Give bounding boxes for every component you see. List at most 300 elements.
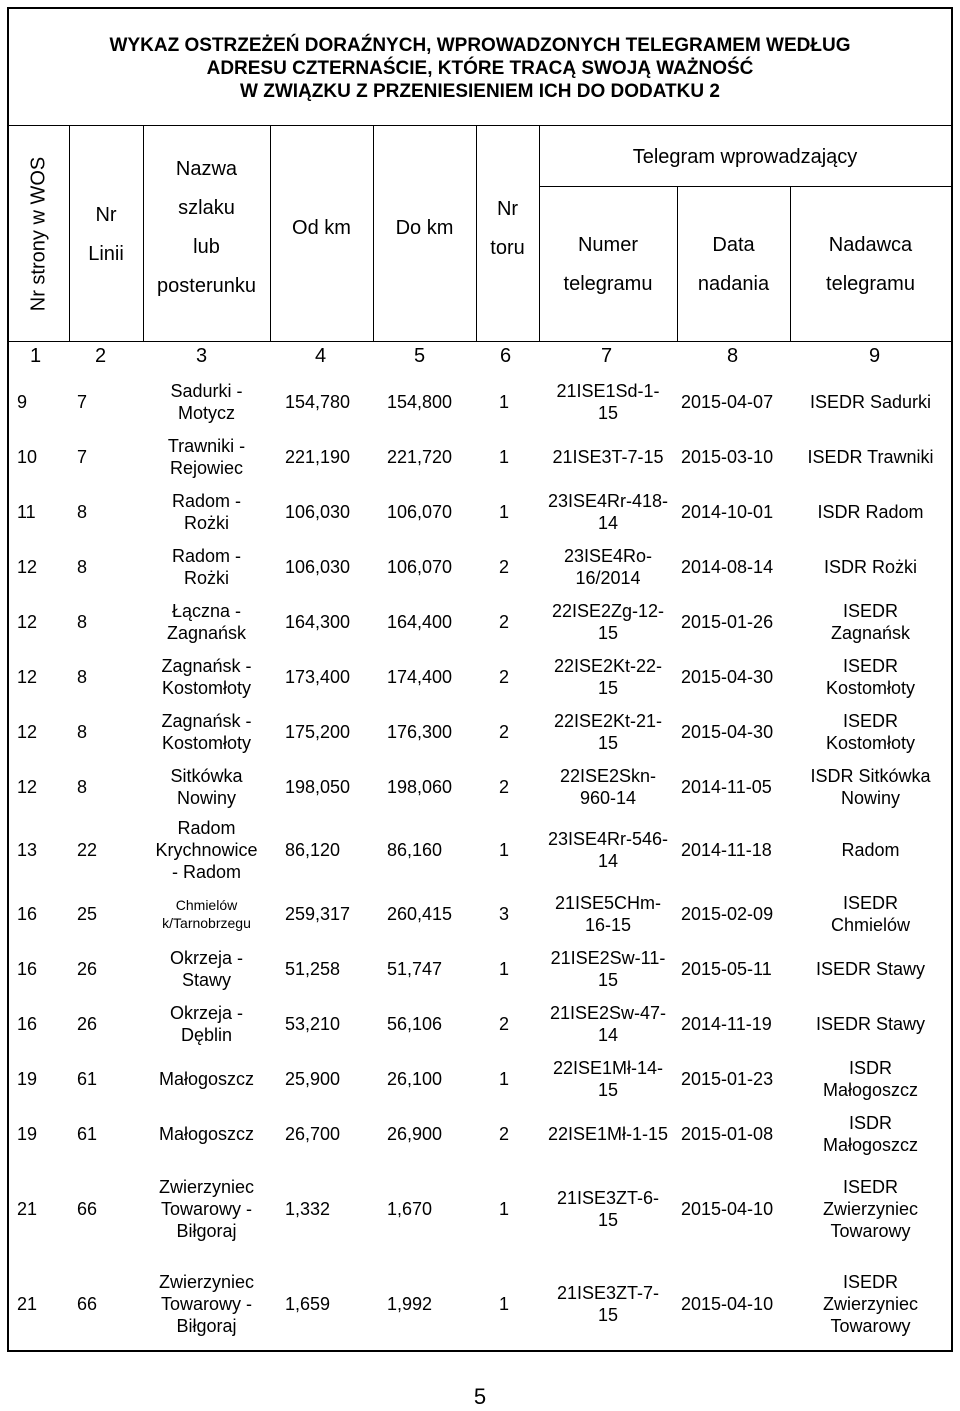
cell-linia: [77, 1051, 137, 1106]
cell-line: - Radom: [171, 862, 242, 882]
colnum: 8: [727, 345, 739, 367]
table-row: [9, 594, 951, 649]
cell-line: k/Tarnobrzegu: [162, 914, 251, 931]
cell-text: 2014-11-05: [681, 776, 772, 797]
table-row: [9, 996, 951, 1051]
cell-text: 2015-02-09: [681, 903, 774, 924]
cell-data: [681, 1256, 791, 1351]
cell-do: [387, 704, 477, 759]
header-data: Data nadania: [697, 234, 770, 295]
cell-data: [681, 539, 791, 594]
cell-line: Nowiny: [840, 787, 901, 808]
cell-od: [285, 429, 375, 484]
cell-tor: [499, 996, 529, 1051]
cell-text: 10: [17, 446, 38, 467]
colnum: 1: [30, 345, 42, 367]
table-row: [9, 1051, 951, 1106]
cell-nadawca: [790, 1106, 951, 1161]
cell-line: Towarowy -: [160, 1293, 253, 1314]
header-od-km: Od km: [292, 217, 351, 239]
cell-od: [285, 996, 375, 1051]
cell-text: 8: [77, 776, 88, 797]
cell-text: 2014-08-14: [681, 556, 774, 577]
cell-text: 2: [499, 611, 510, 632]
cell-line: ISDR: [848, 1057, 892, 1078]
cell-text: 2015-03-10: [681, 446, 774, 467]
cell-tor: [499, 539, 529, 594]
cell-line: Radom -: [171, 545, 242, 566]
cell-line: Chmielów: [175, 896, 238, 913]
cell-line: Zagnańsk -: [161, 655, 252, 676]
cell-text: 2014-10-01: [681, 501, 774, 522]
cell-line: Łączna -: [171, 600, 242, 621]
cell-text: 106,030: [285, 556, 351, 577]
cell-text: 1: [499, 501, 510, 522]
cell-text: 11: [17, 501, 36, 522]
cell-text: 1,992: [387, 1293, 433, 1314]
table-row: [9, 814, 951, 886]
cell-line: Biłgoraj: [176, 1315, 237, 1336]
cell-line: ISEDR Stawy: [815, 1013, 926, 1034]
cell-text: 3: [499, 903, 510, 924]
cell-text: 19: [17, 1123, 38, 1144]
cell-text: 26: [77, 1013, 98, 1034]
cell-od: [285, 759, 375, 814]
cell-do: [387, 539, 477, 594]
cell-strona: [17, 996, 57, 1051]
cell-tor: [499, 1256, 529, 1351]
cell-line: 15: [597, 1079, 619, 1100]
cell-text: 1: [499, 958, 510, 979]
cell-data: [681, 996, 791, 1051]
cell-tor: [499, 759, 529, 814]
cell-nazwa: [139, 886, 274, 941]
cell-linia: [77, 1106, 137, 1161]
cell-text: 1: [499, 1198, 510, 1219]
cell-line: Towarowy -: [160, 1198, 253, 1219]
cell-do: [387, 484, 477, 539]
cell-nazwa: [139, 594, 274, 649]
cell-text: 2: [499, 721, 510, 742]
cell-data: [681, 1161, 791, 1256]
cell-linia: [77, 996, 137, 1051]
table-header: [9, 126, 951, 342]
cell-line: 22ISE1Mł-1-15: [547, 1123, 669, 1144]
cell-nadawca: [790, 814, 951, 886]
page-number: 5: [473, 1384, 487, 1409]
cell-do: [387, 649, 477, 704]
cell-tor: [499, 484, 529, 539]
cell-line: ISEDR: [842, 710, 898, 731]
cell-line: Kostomłoty: [161, 732, 252, 753]
colnum: 4: [315, 345, 327, 367]
cell-line: ISEDR: [842, 655, 898, 676]
cell-line: 22ISE2Skn-: [559, 765, 657, 786]
cell-line: 14: [597, 851, 619, 871]
table-row: [9, 886, 951, 941]
cell-line: Sitkówka: [170, 765, 243, 786]
cell-do: [387, 941, 477, 996]
cell-text: 164,300: [285, 611, 351, 632]
cell-linia: [77, 814, 137, 886]
cell-line: 22ISE2Zg-12-: [551, 600, 665, 621]
cell-text: 259,317: [285, 903, 351, 924]
cell-tor: [499, 594, 529, 649]
cell-do: [387, 1051, 477, 1106]
cell-line: Radom -: [171, 490, 242, 511]
table-row: [9, 1106, 951, 1161]
cell-data: [681, 704, 791, 759]
cell-text: 12: [17, 666, 38, 687]
cell-nazwa: [139, 429, 274, 484]
header-strona: Nr strony w WOS: [27, 156, 50, 312]
cell-line: Krychnowice: [155, 840, 258, 860]
cell-line: Okrzeja -: [169, 947, 243, 968]
cell-text: 221,720: [387, 446, 453, 467]
cell-text: 2015-04-30: [681, 666, 774, 687]
cell-line: 22ISE2Kt-21-: [553, 710, 663, 731]
cell-line: Trawniki -: [167, 435, 246, 456]
cell-strona: [17, 1256, 57, 1351]
cell-text: 2015-04-30: [681, 721, 774, 742]
cell-text: 7: [77, 391, 88, 412]
cell-line: 22ISE1Mł-14-: [552, 1057, 664, 1078]
cell-nazwa: [139, 814, 274, 886]
header-telegram: Telegram wprowadzający: [632, 146, 858, 168]
cell-od: [285, 704, 375, 759]
cell-linia: [77, 1161, 137, 1256]
cell-od: [285, 941, 375, 996]
cell-text: 174,400: [387, 666, 453, 687]
cell-text: 9: [17, 391, 28, 412]
cell-linia: [77, 649, 137, 704]
cell-line: 15: [597, 622, 619, 643]
cell-nadawca: [790, 759, 951, 814]
cell-line: ISDR Sitkówka: [810, 765, 931, 786]
cell-text: 61: [77, 1123, 98, 1144]
cell-text: 154,800: [387, 391, 453, 412]
cell-text: 2: [499, 1013, 510, 1034]
cell-line: Towarowy: [830, 1220, 911, 1241]
cell-text: 8: [77, 721, 88, 742]
cell-text: 1: [499, 840, 510, 860]
cell-tor: [499, 1161, 529, 1256]
cell-od: [285, 814, 375, 886]
cell-text: 173,400: [285, 666, 351, 687]
table-row: [9, 484, 951, 539]
cell-data: [681, 814, 791, 886]
cell-nadawca: [790, 649, 951, 704]
cell-linia: [77, 941, 137, 996]
cell-line: ISDR: [848, 1112, 892, 1133]
cell-numer: [539, 759, 677, 814]
cell-line: ISDR Rożki: [823, 556, 917, 577]
cell-nadawca: [790, 996, 951, 1051]
cell-nazwa: [139, 704, 274, 759]
cell-line: ISDR Radom: [817, 501, 924, 522]
cell-tor: [499, 649, 529, 704]
cell-line: ISEDR Stawy: [815, 958, 926, 979]
cell-data: [681, 594, 791, 649]
cell-text: 1: [499, 1068, 510, 1089]
cell-text: 1,670: [387, 1198, 433, 1219]
cell-linia: [77, 594, 137, 649]
cell-text: 53,210: [285, 1013, 341, 1034]
cell-linia: [77, 1256, 137, 1351]
cell-text: 1: [499, 391, 510, 412]
cell-nadawca: [790, 484, 951, 539]
cell-data: [681, 1106, 791, 1161]
cell-data: [681, 649, 791, 704]
cell-linia: [77, 886, 137, 941]
cell-numer: [539, 484, 677, 539]
cell-numer: [539, 649, 677, 704]
cell-data: [681, 941, 791, 996]
cell-od: [285, 1161, 375, 1256]
cell-line: Zagnańsk: [166, 622, 247, 643]
cell-text: 16: [17, 903, 38, 924]
cell-nadawca: [790, 886, 951, 941]
cell-line: Zwierzyniec: [158, 1271, 255, 1292]
cell-text: 164,400: [387, 611, 453, 632]
cell-text: 2014-11-18: [681, 840, 772, 860]
cell-text: 26,100: [387, 1068, 443, 1089]
cell-text: 61: [77, 1068, 98, 1089]
cell-tor: [499, 429, 529, 484]
cell-text: 22: [77, 840, 98, 860]
cell-line: 21ISE3ZT-6-: [556, 1187, 660, 1208]
cell-line: Zwierzyniec: [158, 1176, 255, 1197]
cell-line: Chmielów: [830, 914, 911, 935]
cell-strona: [17, 1161, 57, 1256]
cell-text: 16: [17, 1013, 38, 1034]
cell-text: 175,200: [285, 721, 351, 742]
cell-text: 176,300: [387, 721, 453, 742]
cell-line: Małogoszcz: [822, 1134, 919, 1155]
cell-line: 16-15: [584, 914, 632, 935]
cell-numer: [539, 539, 677, 594]
cell-line: 15: [597, 732, 619, 753]
cell-strona: [17, 814, 57, 886]
cell-text: 13: [17, 840, 38, 860]
cell-do: [387, 1256, 477, 1351]
cell-line: Sadurki -: [170, 380, 243, 401]
cell-strona: [17, 429, 57, 484]
cell-text: 26: [77, 958, 98, 979]
cell-text: 51,258: [285, 958, 341, 979]
cell-line: 21ISE1Sd-1-: [556, 380, 660, 401]
header-numer: Numer telegramu: [563, 234, 653, 295]
cell-linia: [77, 429, 137, 484]
cell-nadawca: [790, 941, 951, 996]
cell-line: Małogoszcz: [158, 1068, 255, 1089]
cell-line: Okrzeja -: [169, 1002, 243, 1023]
cell-tor: [499, 886, 529, 941]
cell-numer: [539, 1106, 677, 1161]
cell-nazwa: [139, 759, 274, 814]
cell-text: 2: [499, 1123, 510, 1144]
cell-text: 16: [17, 958, 38, 979]
table-row: [9, 704, 951, 759]
cell-od: [285, 1106, 375, 1161]
colnum: 2: [95, 345, 107, 367]
cell-nazwa: [139, 484, 274, 539]
cell-text: 51,747: [387, 958, 443, 979]
cell-text: 2: [499, 666, 510, 687]
cell-text: 26,700: [285, 1123, 341, 1144]
cell-text: 221,190: [285, 446, 351, 467]
cell-data: [681, 374, 791, 429]
cell-line: 21ISE2Sw-47-: [549, 1002, 667, 1023]
cell-linia: [77, 484, 137, 539]
cell-do: [387, 814, 477, 886]
cell-text: 1: [499, 446, 510, 467]
cell-nadawca: [790, 374, 951, 429]
cell-text: 1,659: [285, 1293, 331, 1314]
cell-text: 12: [17, 776, 38, 797]
table-row: [9, 374, 951, 429]
cell-numer: [539, 941, 677, 996]
cell-line: 16/2014: [575, 567, 641, 588]
cell-text: 106,070: [387, 501, 453, 522]
cell-line: 21ISE2Sw-11-: [550, 947, 666, 968]
cell-text: 7: [77, 446, 88, 467]
cell-line: 960-14: [579, 787, 637, 808]
cell-line: 15: [597, 969, 619, 990]
cell-line: ISEDR: [842, 600, 898, 621]
cell-nazwa: [139, 1106, 274, 1161]
cell-data: [681, 429, 791, 484]
cell-line: Kostomłoty: [825, 677, 916, 698]
cell-text: 8: [77, 501, 88, 522]
cell-do: [387, 374, 477, 429]
cell-do: [387, 1161, 477, 1256]
cell-line: Dęblin: [180, 1024, 233, 1045]
cell-numer: [539, 1161, 677, 1256]
cell-strona: [17, 886, 57, 941]
cell-text: 2015-01-26: [681, 611, 774, 632]
cell-line: Biłgoraj: [176, 1220, 237, 1241]
header-linia: Nr Linii: [88, 204, 124, 265]
cell-text: 26,900: [387, 1123, 443, 1144]
cell-line: 21ISE5CHm-: [554, 892, 662, 913]
cell-od: [285, 594, 375, 649]
cell-line: Małogoszcz: [822, 1079, 919, 1100]
cell-strona: [17, 594, 57, 649]
cell-do: [387, 1106, 477, 1161]
cell-od: [285, 539, 375, 594]
cell-line: Zagnańsk -: [161, 710, 252, 731]
cell-do: [387, 759, 477, 814]
cell-numer: [539, 374, 677, 429]
cell-line: Motycz: [177, 402, 235, 423]
cell-text: 19: [17, 1068, 38, 1089]
cell-text: 21: [17, 1198, 38, 1219]
cell-line: 15: [597, 402, 619, 423]
cell-text: 2015-01-23: [681, 1068, 774, 1089]
cell-nadawca: [790, 594, 951, 649]
cell-tor: [499, 814, 529, 886]
cell-data: [681, 886, 791, 941]
cell-nadawca: [790, 539, 951, 594]
page-title: [9, 9, 951, 126]
cell-text: 66: [77, 1198, 98, 1219]
cell-text: 2: [499, 556, 510, 577]
cell-line: 14: [597, 1024, 619, 1045]
cell-nadawca: [790, 1256, 951, 1351]
cell-line: 15: [597, 1209, 619, 1230]
colnum: 6: [500, 345, 512, 367]
cell-od: [285, 649, 375, 704]
table-row: [9, 1161, 951, 1256]
table-row: [9, 1256, 951, 1351]
cell-line: Towarowy: [830, 1315, 911, 1336]
column-numbers: [9, 342, 951, 374]
cell-do: [387, 429, 477, 484]
cell-text: 198,050: [285, 776, 351, 797]
cell-line: 15: [597, 677, 619, 698]
cell-nazwa: [139, 649, 274, 704]
cell-text: 86,160: [387, 840, 443, 860]
cell-nazwa: [139, 539, 274, 594]
colnum: 9: [869, 345, 881, 367]
cell-linia: [77, 374, 137, 429]
cell-line: ISEDR: [842, 892, 898, 913]
cell-line: ISEDR: [842, 1271, 898, 1292]
cell-line: 22ISE2Kt-22-: [553, 655, 663, 676]
cell-text: 154,780: [285, 391, 351, 412]
table-row: [9, 429, 951, 484]
cell-nadawca: [790, 429, 951, 484]
cell-od: [285, 374, 375, 429]
cell-od: [285, 1051, 375, 1106]
title-line-3: W ZWIĄZKU Z PRZENIESIENIEM ICH DO DODATKU 2: [240, 80, 720, 102]
cell-text: 2014-11-19: [681, 1013, 772, 1034]
cell-text: 260,415: [387, 903, 453, 924]
cell-text: 25: [77, 903, 98, 924]
cell-line: 21ISE3T-7-15: [552, 446, 664, 467]
cell-line: Nowiny: [176, 787, 237, 808]
cell-line: Rożki: [183, 567, 229, 588]
header-nazwa: Nazwa szlaku lub posterunku: [157, 158, 256, 297]
cell-text: 66: [77, 1293, 98, 1314]
cell-strona: [17, 759, 57, 814]
cell-line: 14: [597, 512, 619, 533]
cell-strona: [17, 704, 57, 759]
cell-nazwa: [139, 996, 274, 1051]
cell-line: Radom: [841, 840, 900, 860]
cell-od: [285, 886, 375, 941]
cell-tor: [499, 704, 529, 759]
cell-text: 8: [77, 556, 88, 577]
cell-text: 8: [77, 666, 88, 687]
table-row: [9, 759, 951, 814]
cell-text: 2015-04-10: [681, 1198, 774, 1219]
cell-line: Rejowiec: [169, 457, 244, 478]
cell-strona: [17, 374, 57, 429]
header-tor: Nr toru: [490, 198, 525, 259]
cell-strona: [17, 941, 57, 996]
cell-text: 2015-04-07: [681, 391, 774, 412]
cell-text: 1: [499, 1293, 510, 1314]
cell-data: [681, 484, 791, 539]
cell-do: [387, 886, 477, 941]
cell-text: 106,030: [285, 501, 351, 522]
cell-text: 12: [17, 721, 38, 742]
cell-line: ISEDR Sadurki: [809, 391, 932, 412]
table-row: [9, 649, 951, 704]
cell-line: 15: [597, 1304, 619, 1325]
